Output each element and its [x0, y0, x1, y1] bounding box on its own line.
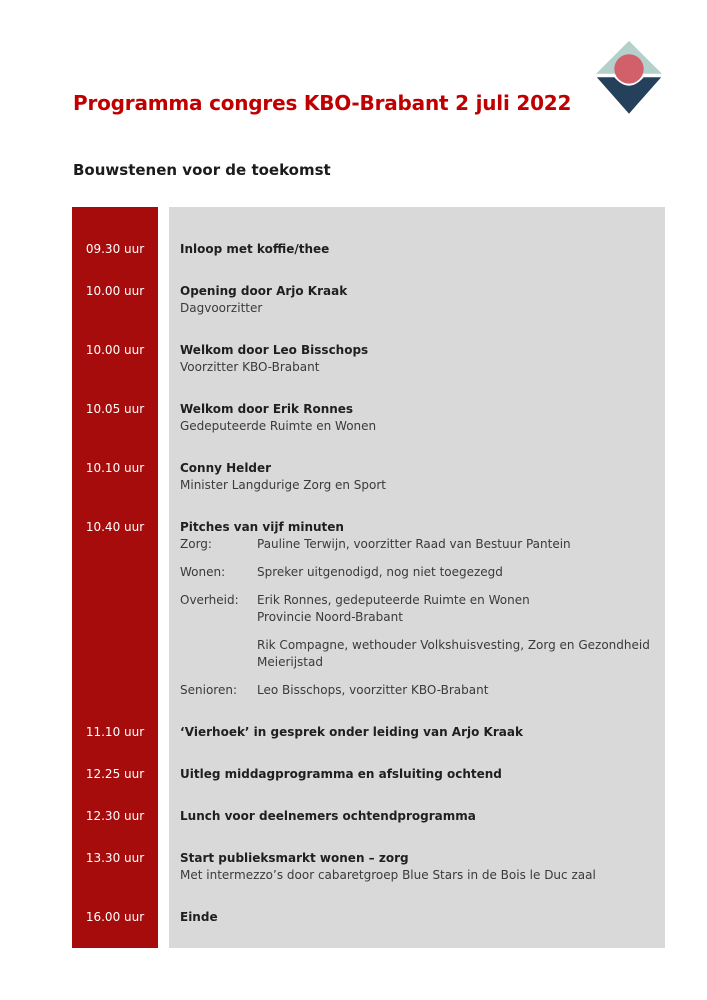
pitch-item-overheid	[180, 592, 655, 626]
row-title: Einde	[180, 910, 218, 924]
pitch-label: Wonen:	[180, 565, 226, 579]
pitch-label: Senioren:	[180, 683, 237, 697]
row-time: 12.30 uur	[85, 809, 145, 823]
logo-diamond-icon	[594, 39, 664, 117]
row-title: Lunch voor deelnemers ochtendprogramma	[180, 809, 476, 823]
row-time: 10.10 uur	[85, 461, 145, 475]
pitch-label: Overheid:	[180, 593, 239, 607]
row-title: Uitleg middagprogramma en afsluiting ochtend	[180, 767, 502, 781]
row-subtitle: Voorzitter KBO-Brabant	[180, 360, 320, 374]
pitch-text: Meierijstad	[257, 655, 323, 669]
row-title: Opening door Arjo Kraak	[180, 284, 348, 298]
row-time: 10.00 uur	[85, 343, 145, 357]
row-title: Welkom door Erik Ronnes	[180, 402, 354, 416]
row-time: 11.10 uur	[85, 725, 145, 739]
schedule-row	[72, 283, 665, 317]
pitch-text: Spreker uitgenodigd, nog niet toegezegd	[257, 565, 503, 579]
row-title: Conny Helder	[180, 461, 272, 475]
page-subtitle: Bouwstenen voor de toekomst	[73, 161, 331, 179]
schedule-row	[72, 850, 665, 884]
program-schedule-table	[72, 207, 665, 948]
pitch-item-overheid-2	[180, 637, 655, 671]
pitch-label: Zorg:	[180, 537, 212, 551]
schedule-rows	[72, 207, 665, 948]
schedule-row	[72, 808, 665, 825]
row-title: Inloop met koffie/thee	[180, 242, 330, 256]
row-time: 10.05 uur	[85, 402, 145, 416]
pitch-text: Pauline Terwijn, voorzitter Raad van Bestuur Pantein	[257, 537, 571, 551]
pitch-list	[180, 536, 655, 699]
pitch-text: Rik Compagne, wethouder Volkshuisvesting, Zorg en Gezondheid	[257, 638, 650, 652]
pitch-text: Provincie Noord-Brabant	[257, 610, 403, 624]
schedule-row	[72, 724, 665, 741]
schedule-row	[72, 241, 665, 258]
schedule-row	[72, 460, 665, 494]
row-title: Pitches van vijf minuten	[180, 520, 344, 534]
schedule-row	[72, 909, 665, 926]
row-time: 10.00 uur	[85, 284, 145, 298]
pitch-text: Leo Bisschops, voorzitter KBO-Brabant	[257, 683, 489, 697]
page-title: Programma congres KBO-Brabant 2 juli 2022	[73, 91, 572, 115]
row-subtitle: Gedeputeerde Ruimte en Wonen	[180, 419, 377, 433]
row-time: 16.00 uur	[85, 910, 145, 924]
row-time: 09.30 uur	[85, 242, 145, 256]
schedule-row	[72, 766, 665, 783]
row-title: Start publieksmarkt wonen – zorg	[180, 851, 409, 865]
row-title: Welkom door Leo Bisschops	[180, 343, 369, 357]
pitch-item-senioren	[180, 682, 655, 699]
schedule-row	[72, 342, 665, 376]
schedule-row-pitches	[72, 519, 665, 699]
row-time: 13.30 uur	[85, 851, 145, 865]
row-time: 12.25 uur	[85, 767, 145, 781]
schedule-row	[72, 401, 665, 435]
row-subtitle: Minister Langdurige Zorg en Sport	[180, 478, 387, 492]
pitch-item-wonen	[180, 564, 655, 581]
kbo-brabant-logo-icon	[594, 39, 664, 117]
pitch-label	[180, 637, 257, 671]
pitch-text: Erik Ronnes, gedeputeerde Ruimte en Wonen	[257, 593, 530, 607]
pitch-item-zorg	[180, 536, 655, 553]
row-subtitle: Dagvoorzitter	[180, 301, 263, 315]
row-time: 10.40 uur	[85, 520, 145, 534]
row-subtitle: Met intermezzo’s door cabaretgroep Blue Stars in de Bois le Duc zaal	[180, 868, 596, 882]
row-title: ‘Vierhoek’ in gesprek onder leiding van Arjo Kraak	[180, 725, 523, 739]
